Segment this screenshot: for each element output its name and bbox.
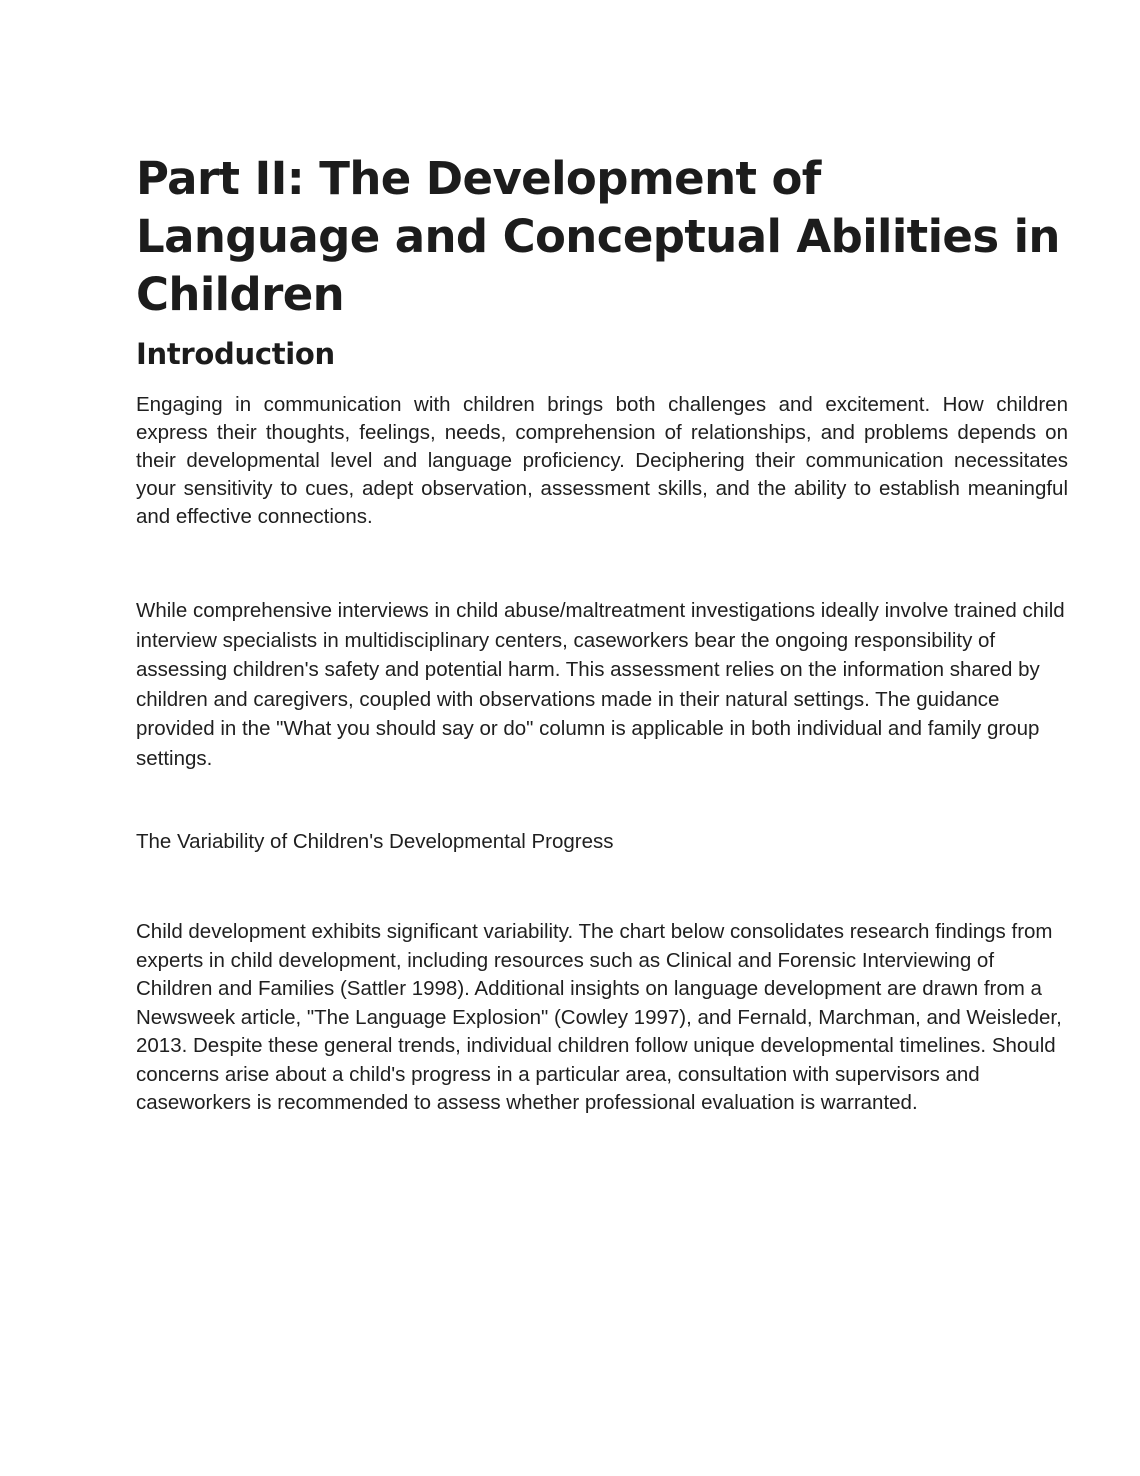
document-content — [136, 150, 1068, 1118]
section-heading-introduction: Introduction — [136, 337, 335, 371]
intro-paragraph: Engaging in communication with children brings both challenges and excitement. How children express their thoughts, feelings, needs, comprehension of relationships, and problems depends on their developmental level and language proficiency. Deciphering their communication necessitates your sensitivity to cues, adept observation, assessment skills, and the ability to establish meaningful and effective connections. — [136, 393, 1068, 528]
page-title: Part II: The Development of Language and Conceptual Abilities in Children — [136, 152, 1060, 321]
development-paragraph: Child development exhibits significant variability. The chart below consolidates research findings from experts in child development, including resources such as Clinical and Forensic Interviewing of Children and Families (Sattler 1998). Additional insights on language development are drawn from a Newsweek article, "The Language Explosion" (Cowley 1997), and Fernald, Marchman, and Weisleder, 2013. Despite these general trends, individual children follow unique developmental timelines. Should concerns arise about a child's progress in a particular area, consultation with supervisors and caseworkers is recommended to assess whether professional evaluation is warranted. — [136, 920, 1062, 1114]
variability-heading: The Variability of Children's Developmental Progress — [136, 830, 614, 853]
interviews-paragraph: While comprehensive interviews in child abuse/maltreatment investigations ideally involve trained child interview specialists in multidisciplinary centers, caseworkers bear the ongoing responsibility of assessing children's safety and potential harm. This assessment relies on the information shared by children and caregivers, coupled with observations made in their natural settings. The guidance provided in the "What you should say or do" column is applicable in both individual and family group settings. — [136, 599, 1065, 770]
